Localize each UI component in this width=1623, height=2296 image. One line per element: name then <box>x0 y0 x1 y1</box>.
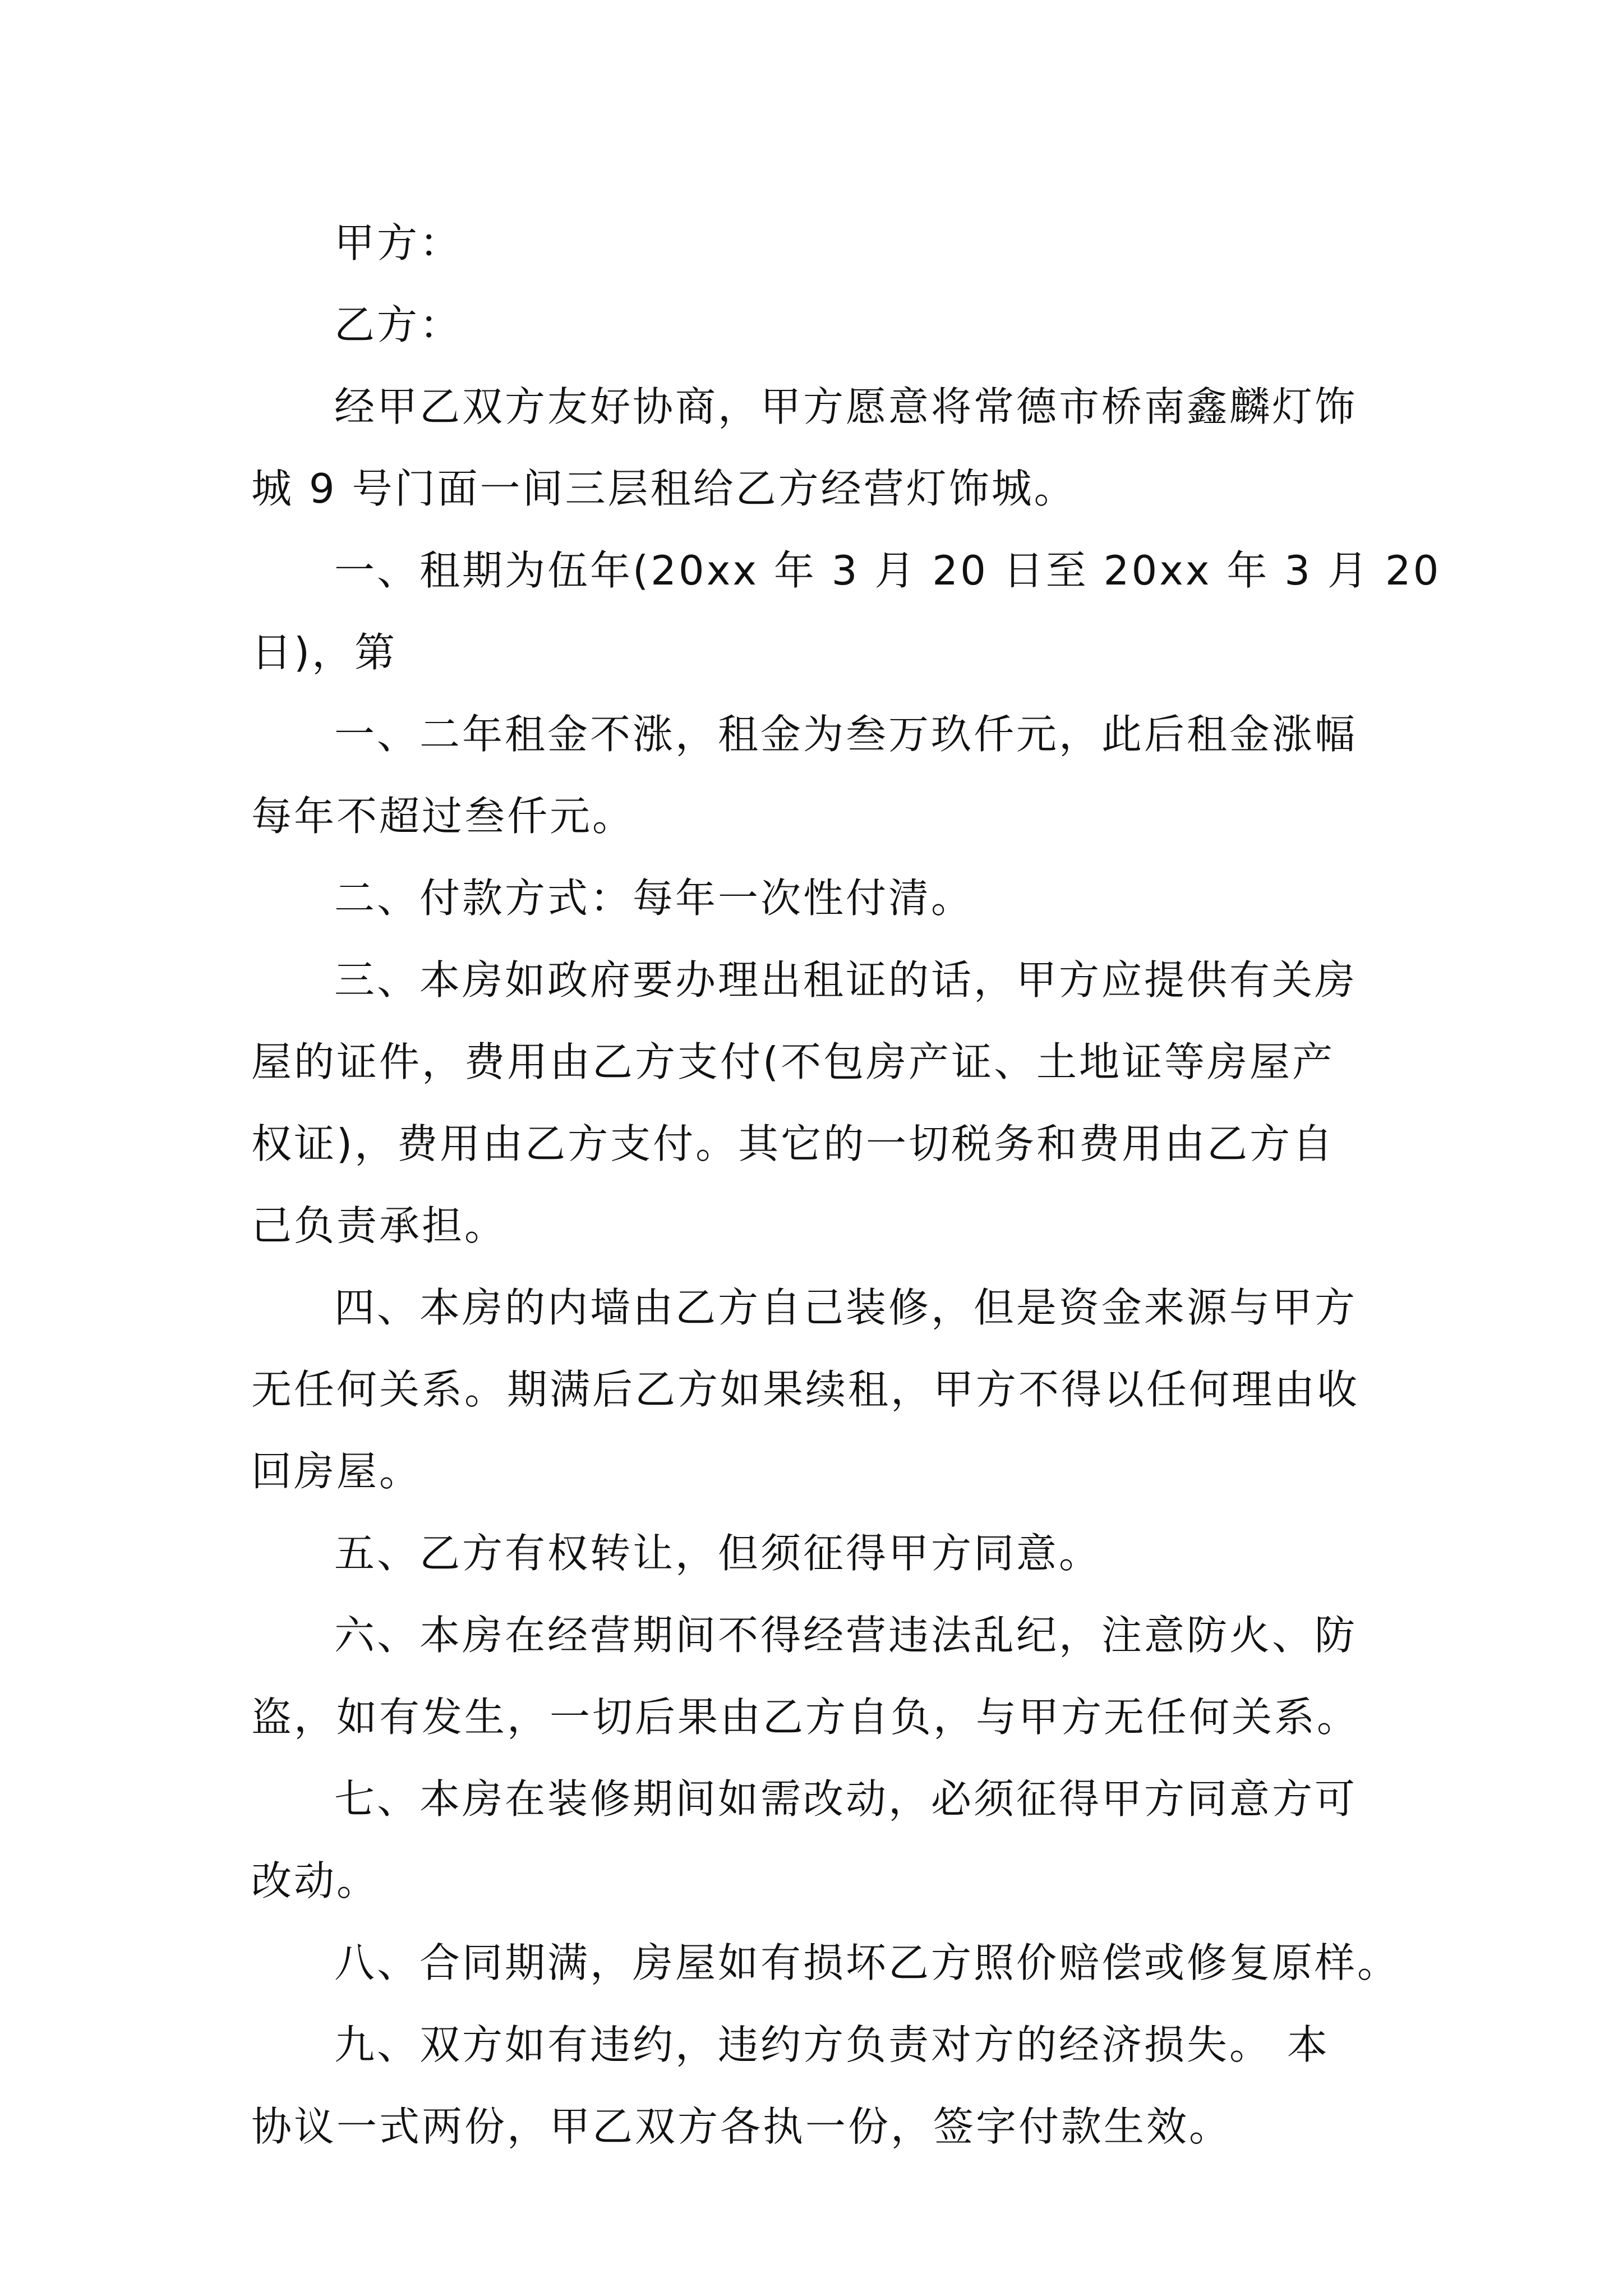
party-a-line: 甲方： <box>334 219 463 266</box>
clause-1-line-2: 日)，第 <box>251 629 398 676</box>
intro-line-2: 城 9 号门面一间三层租给乙方经营灯饰城。 <box>251 465 1077 512</box>
clause-1b-line-1: 一、二年租金不涨，租金为叁万玖仟元，此后租金涨幅 <box>334 711 1358 758</box>
clause-9-line-2: 协议一式两份，甲乙双方各执一份，签字付款生效。 <box>251 2103 1232 2150</box>
clause-6-line-1: 六、本房在经营期间不得经营违法乱纪，注意防火、防 <box>334 1612 1358 1659</box>
clause-6-line-2: 盗，如有发生，一切后果由乙方自负，与甲方无任何关系。 <box>251 1694 1360 1741</box>
clause-5-line-1: 五、乙方有权转让，但须征得甲方同意。 <box>334 1530 1102 1577</box>
clause-8-line-1: 八、合同期满，房屋如有损坏乙方照价赔偿或修复原样。 <box>334 1939 1400 1986</box>
intro-line-1: 经甲乙双方友好协商，甲方愿意将常德市桥南鑫麟灯饰 <box>334 383 1358 430</box>
clause-4-line-2: 无任何关系。期满后乙方如果续租，甲方不得以任何理由收 <box>251 1366 1360 1413</box>
document-body <box>251 202 1441 2168</box>
clause-9-line-1: 九、双方如有违约，违约方负责对方的经济损失。 本 <box>334 2021 1330 2068</box>
clause-3-line-4: 己负责承担。 <box>251 1202 508 1249</box>
clause-3-line-1: 三、本房如政府要办理出租证的话，甲方应提供有关房 <box>334 956 1358 1004</box>
clause-1b-line-2: 每年不超过叁仟元。 <box>251 793 635 840</box>
clause-2-line-1: 二、付款方式：每年一次性付清。 <box>334 875 974 922</box>
clause-7-line-1: 七、本房在装修期间如需改动，必须征得甲方同意方可 <box>334 1775 1358 1823</box>
clause-1-line-1: 一、租期为伍年(20xx 年 3 月 20 日至 20xx 年 3 月 20 <box>334 547 1441 594</box>
clause-3-line-2: 屋的证件，费用由乙方支付(不包房产证、土地证等房屋产 <box>251 1038 1335 1085</box>
clause-4-line-3: 回房屋。 <box>251 1448 422 1495</box>
party-b-line: 乙方： <box>334 301 463 348</box>
clause-7-line-2: 改动。 <box>251 1857 380 1904</box>
clause-3-line-3: 权证)，费用由乙方支付。其它的一切税务和费用由乙方自 <box>251 1120 1335 1167</box>
clause-4-line-1: 四、本房的内墙由乙方自己装修，但是资金来源与甲方 <box>334 1284 1358 1331</box>
